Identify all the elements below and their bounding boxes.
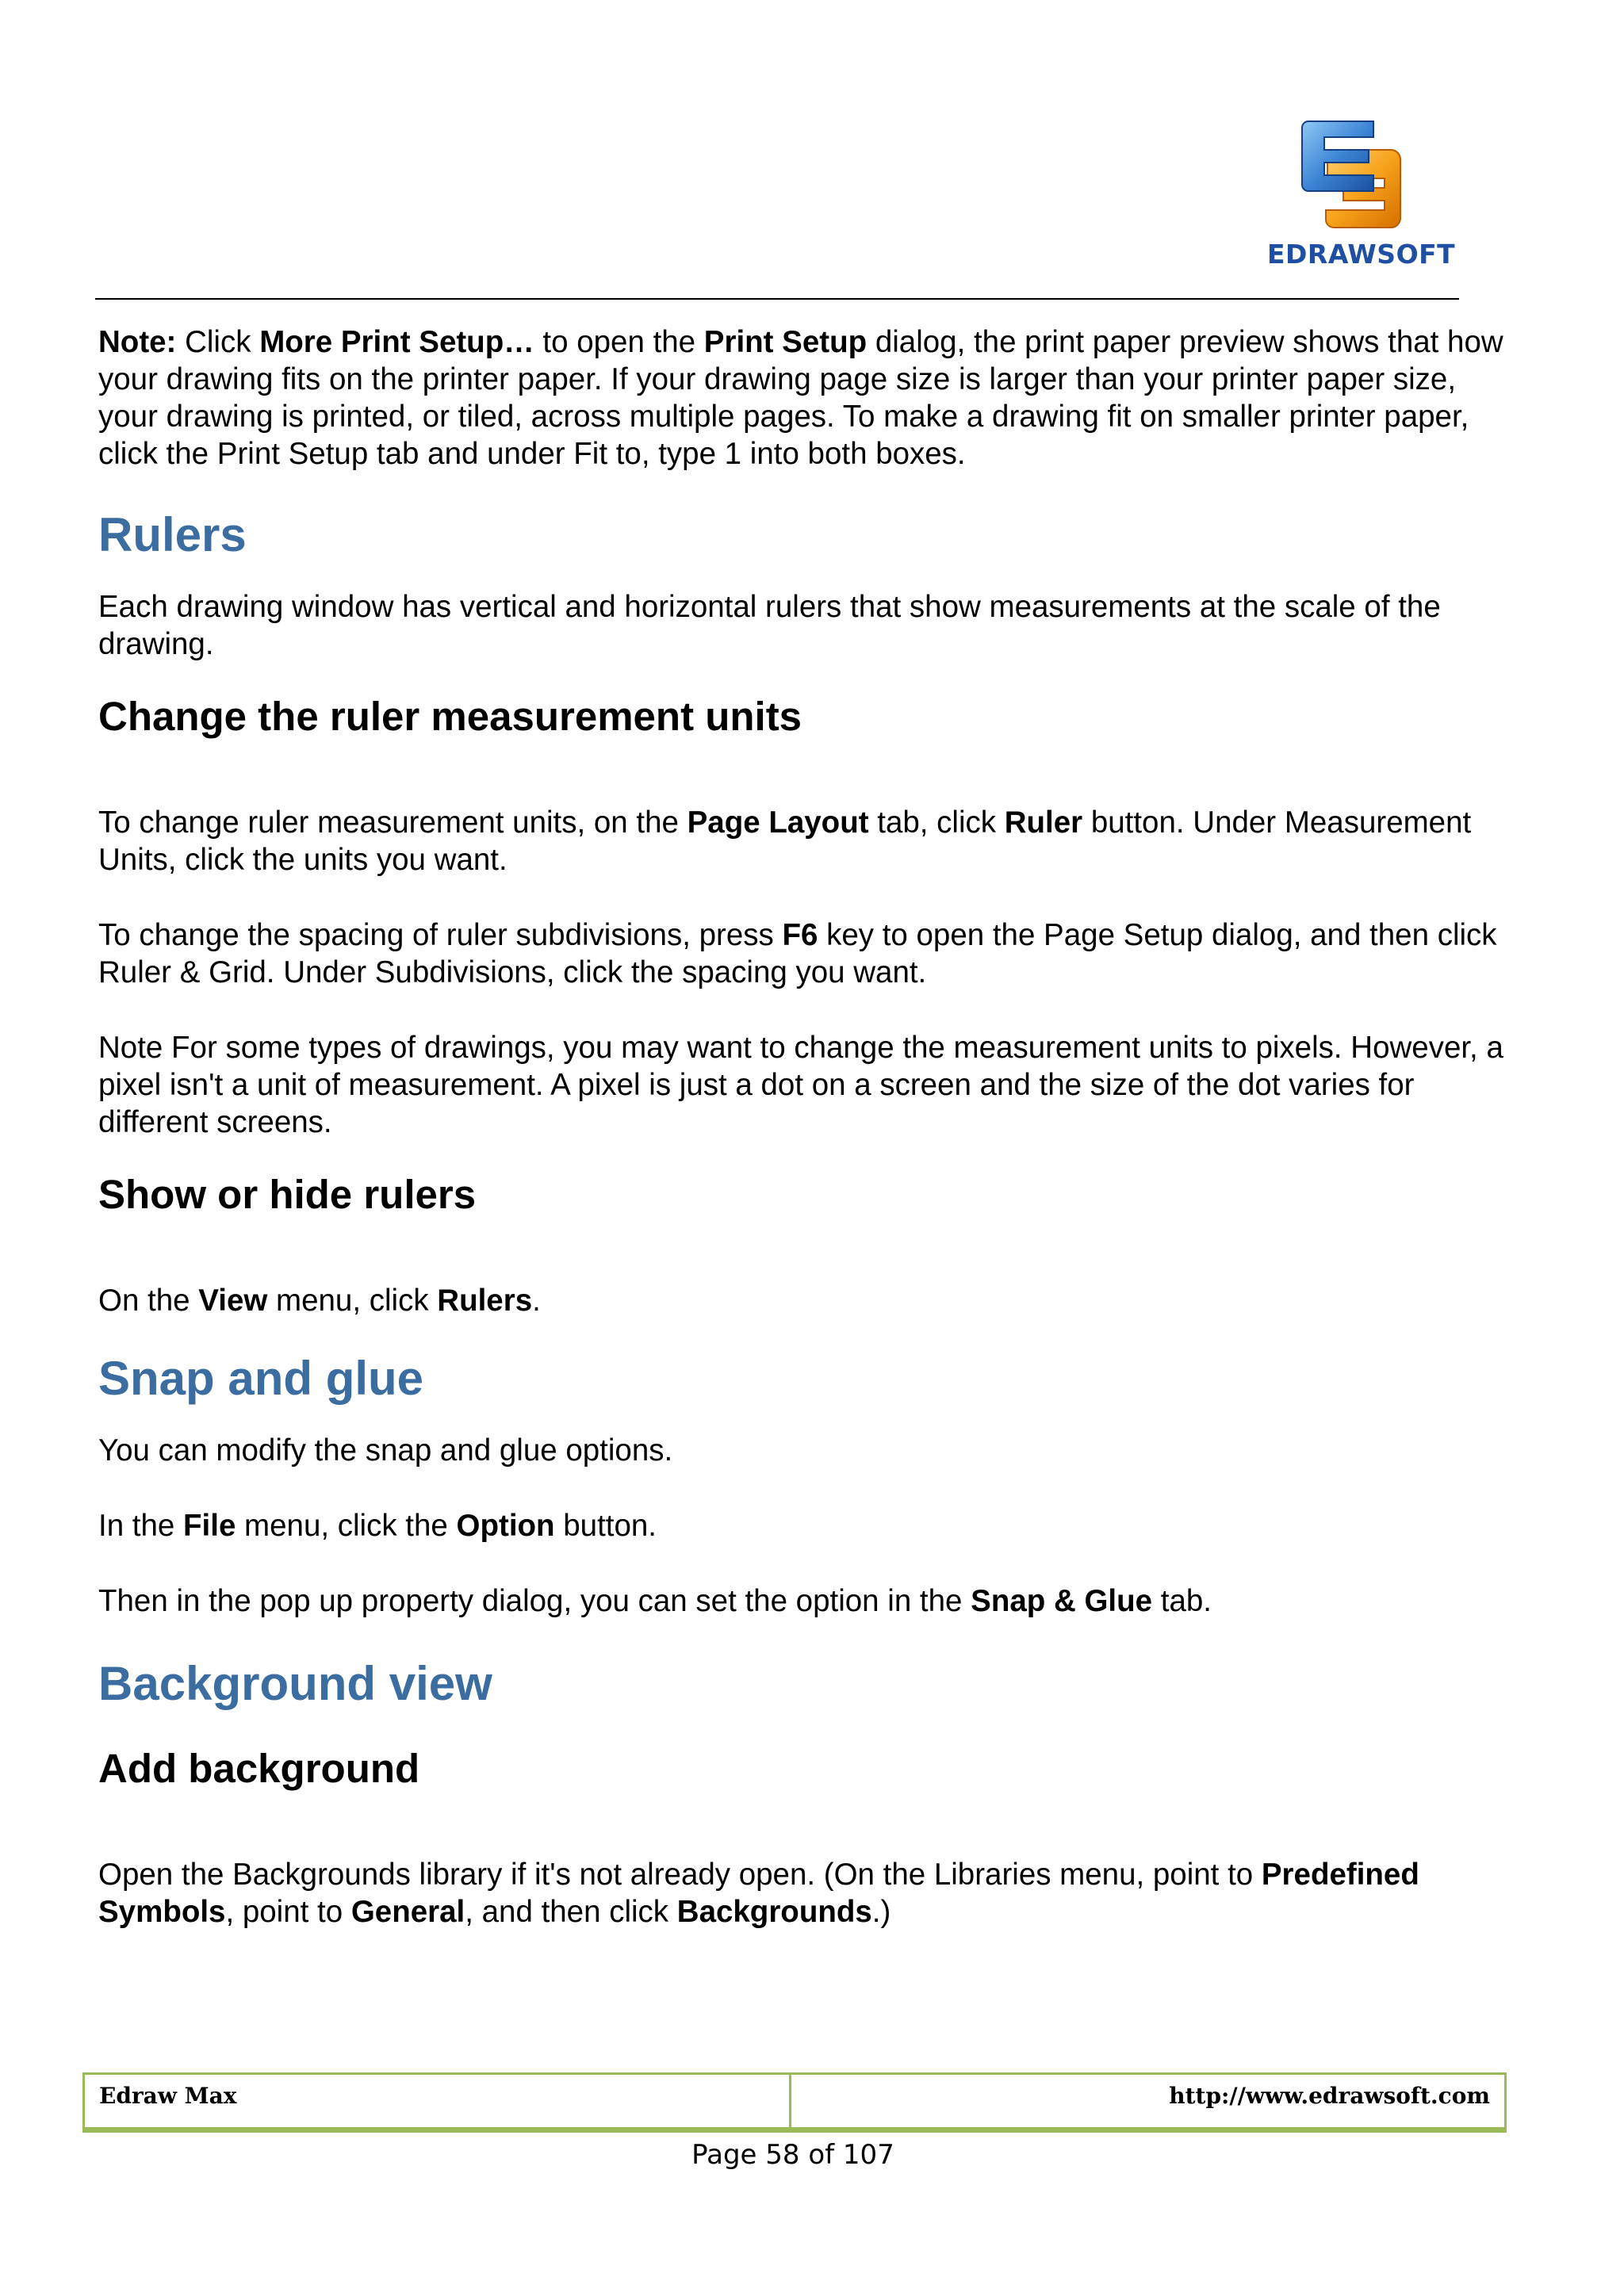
text: , and then click <box>465 1895 677 1929</box>
text: tab, click <box>868 806 1005 840</box>
page-number: Page 58 of 107 <box>691 2139 894 2171</box>
text: Then in the pop up property dialog, you can set the option in the <box>98 1584 971 1618</box>
text: button. Under Measurement Units, click the units you want. <box>98 806 1472 877</box>
bold-view: View <box>198 1284 268 1318</box>
text: button. <box>554 1509 657 1543</box>
text: To change the spacing of ruler subdivisions, press <box>98 918 783 952</box>
bold-snap-glue: Snap & Glue <box>971 1584 1153 1618</box>
edrawsoft-logo-icon <box>1296 115 1407 234</box>
text: .) <box>871 1895 891 1929</box>
text: To change ruler measurement units, on the <box>98 806 688 840</box>
header-divider <box>95 298 1459 300</box>
text: menu, click <box>267 1284 438 1318</box>
text: On the <box>98 1284 199 1318</box>
rulers-intro: Each drawing window has vertical and horizontal rulers that show measurements at the scale of the drawing. <box>98 590 1441 661</box>
edrawsoft-logo <box>1267 115 1456 270</box>
text: Open the Backgrounds library if it's not already open. (On the Libraries menu, point to <box>98 1858 1262 1892</box>
heading-show-hide-rulers: Show or hide rulers <box>98 1172 477 1217</box>
text: Click <box>176 325 260 359</box>
bold-predefined-symbols: Predefined Symbols <box>98 1858 1419 1929</box>
heading-rulers: Rulers <box>98 508 247 561</box>
text: . <box>532 1284 541 1318</box>
text: In the <box>98 1509 184 1543</box>
footer-table <box>82 2072 1507 2133</box>
ruler-subdivisions-paragraph <box>98 916 1510 991</box>
text: , point to <box>225 1895 351 1929</box>
footer-product-name: Edraw Max <box>85 2075 791 2127</box>
bold-print-setup: Print Setup <box>703 325 868 359</box>
text: dialog, the print paper preview shows that how your drawing fits on the printer paper. If your drawing page size is larger than your printer paper size, your drawing is printed, or tiled, across multiple pages. To make a drawing fit on smaller printer paper, click the Print Setup tab and under Fit to, type 1 into both boxes. <box>98 325 1503 471</box>
text: menu, click the <box>236 1509 457 1543</box>
heading-change-ruler-units: Change the ruler measurement units <box>98 694 802 739</box>
bold-backgrounds: Backgrounds <box>676 1895 872 1929</box>
note-label: Note: <box>98 325 177 359</box>
snap-intro: You can modify the snap and glue options. <box>98 1433 673 1468</box>
document-body <box>98 323 1510 1931</box>
bold-ruler: Ruler <box>1004 806 1083 840</box>
bold-general: General <box>350 1895 465 1929</box>
heading-add-background: Add background <box>98 1746 420 1791</box>
bold-rulers: Rulers <box>437 1284 533 1318</box>
snap-file-option-paragraph <box>98 1507 1510 1544</box>
heading-snap-and-glue: Snap and glue <box>98 1352 424 1405</box>
logo-text: EDRAWSOFT <box>1267 239 1456 270</box>
footer-url-link[interactable]: http://www.edrawsoft.com <box>1169 2083 1490 2109</box>
text: key to open the Page Setup dialog, and then click Ruler & Grid. Under Subdivisions, click the spacing you want. <box>98 918 1497 989</box>
add-background-paragraph <box>98 1856 1510 1931</box>
text: to open the <box>534 325 704 359</box>
show-rulers-paragraph <box>98 1282 1510 1319</box>
bold-file: File <box>183 1509 236 1543</box>
ruler-units-paragraph <box>98 804 1510 878</box>
snap-dialog-paragraph <box>98 1582 1510 1620</box>
bold-option: Option <box>456 1509 555 1543</box>
bold-page-layout: Page Layout <box>687 806 869 840</box>
text: tab. <box>1152 1584 1212 1618</box>
pixel-note-paragraph: Note For some types of drawings, you may want to change the measurement units to pixels. However, a pixel isn't a unit of measurement. A pixel is just a dot on a screen and the size of the dot varies for different screens. <box>98 1031 1503 1139</box>
bold-more-print-setup: More Print Setup… <box>259 325 534 359</box>
heading-background-view: Background view <box>98 1657 492 1710</box>
note-paragraph <box>98 323 1510 473</box>
bold-f6: F6 <box>782 918 818 952</box>
